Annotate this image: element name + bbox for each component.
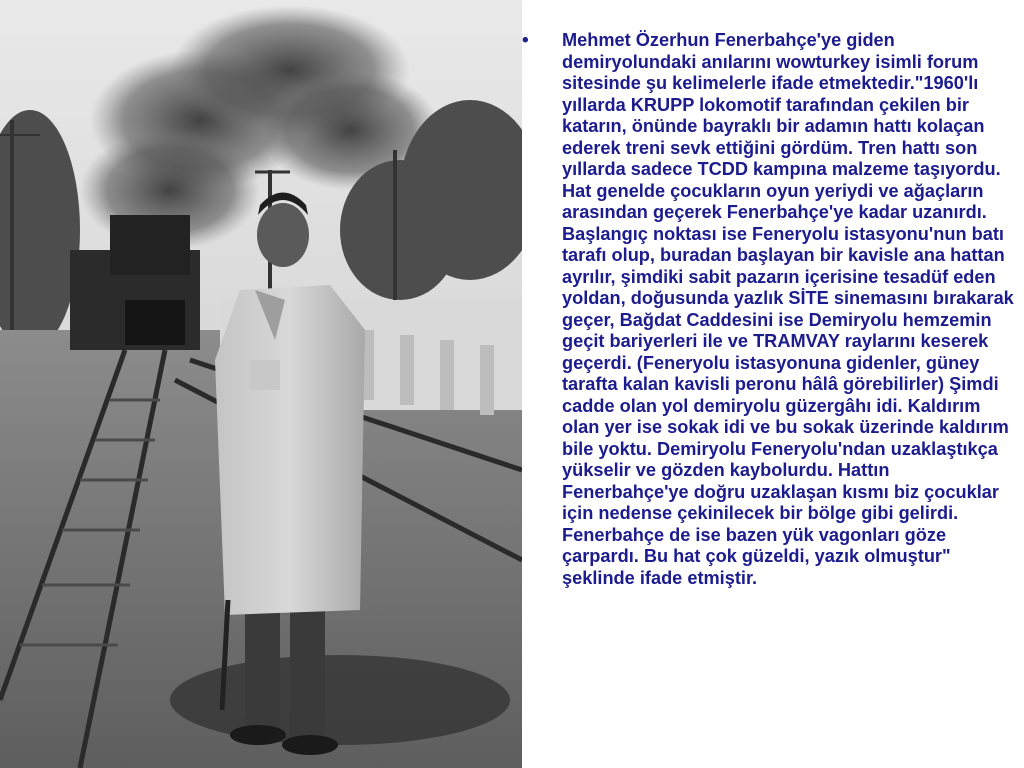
memoir-quote-text: Mehmet Özerhun Fenerbahçe'ye giden demiryolundaki anılarını wowturkey isimli forum sitesinde şu kelimelerle ifade etmektedir."1960'lı yıllarda KRUPP lokomotif tarafından çekilen bir katarın, önünde bayraklı bir adamın hattı kolaçan ederek treni sevk ettiğini gördüm. Tren hattı son yıllarda sadece TCDD kampına malzeme taşıyordu. Hat genelde çocukların oyun yeriydi ve ağaçların arasından geçerek Fenerbahçe'ye kadar uzanırdı. Başlangıç noktası ise Feneryolu istasyonu'nun batı tarafı olup, buradan başlayan bir kavisle ana hattan ayrılır, şimdiki sabit pazarın içerisine tesadüf eden yoldan, doğusunda yazlık SİTE sinemasını bırakarak geçer, Bağdat Caddesini ise Demiryolu hemzemin geçit bariyerleri ile ve TRAMVAY raylarını keserek geçerdi. (Feneryolu istasyonuna gidenler, güney tarafta kalan kavisli peronu hâlâ görebilirler) Şimdi cadde olan yol demiryolu güzergâhı idi. Kaldırım olan yer ise sokak idi ve bu sokak üzerinde kaldırım bile yoktu. Demiryolu Feneryolu'ndan uzaklaştıkça yükselir ve gözden kaybolurdu. Hattın Fenerbahçe'ye doğru uzaklaşan kısmı biz çocuklar için nedense çekinilecek bir bölge gibi gelirdi. Fenerbahçe de ise bazen yük vagonları göze çarpardı. Bu hat çok güzeldi, yazık olmuştur" şeklinde ifade etmiştir.: [562, 30, 1014, 588]
bullet-marker: •: [522, 30, 529, 51]
text-column: [522, 30, 1018, 589]
bullet-item: [522, 30, 1018, 589]
